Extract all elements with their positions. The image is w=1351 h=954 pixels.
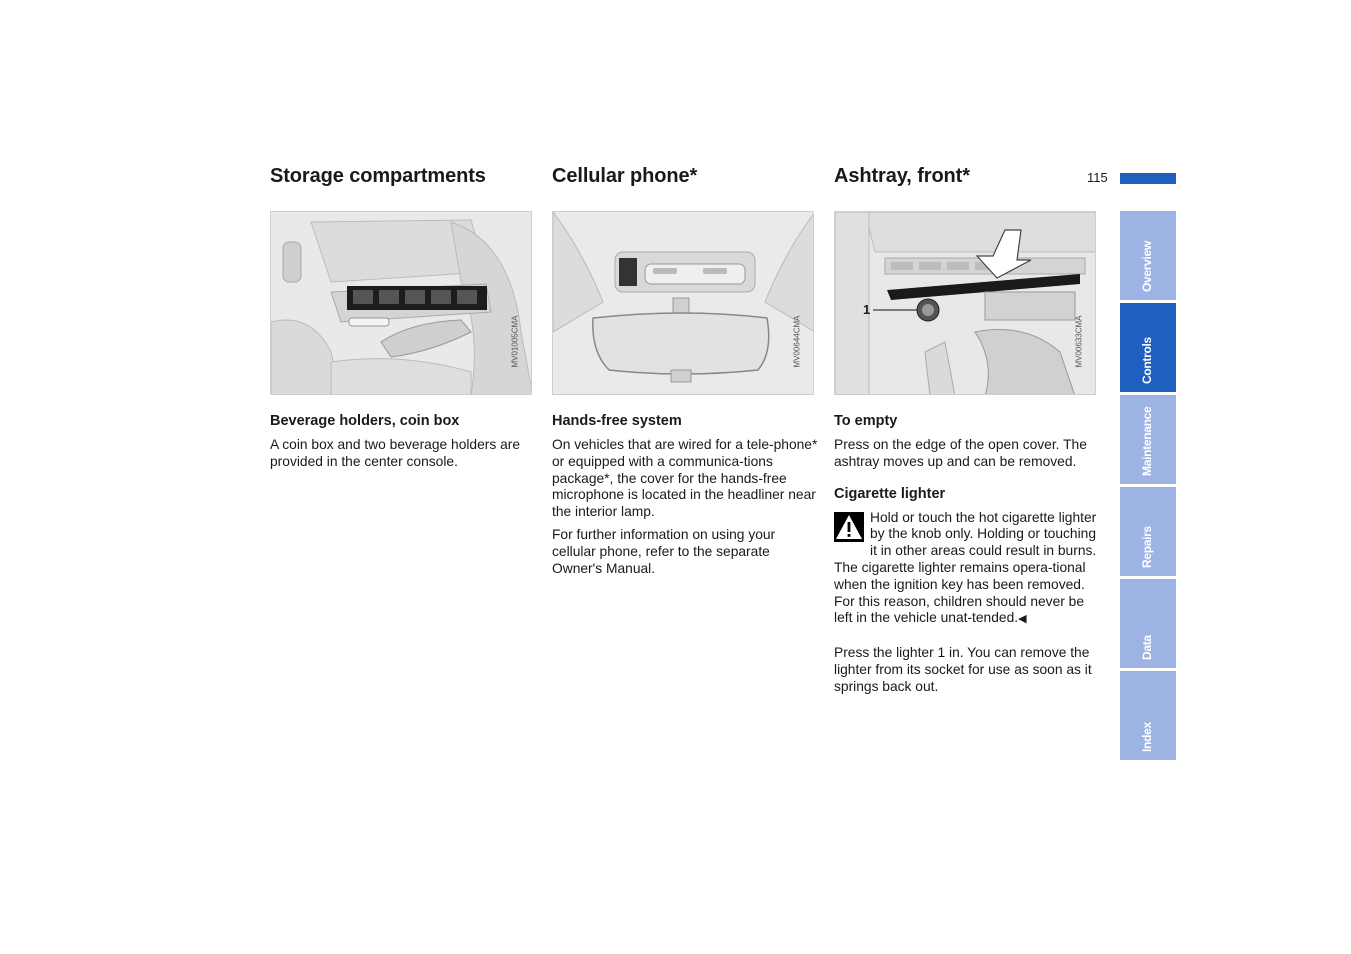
ashtray-figure bbox=[834, 211, 1096, 395]
to-empty-text: Press on the edge of the open cover. The ashtray moves up and can be removed. bbox=[834, 437, 1087, 469]
warning-text-2: The cigarette lighter remains opera-tional when the ignition key has been removed. For this reason, children should never be left in the vehicle unat-tended.◀ bbox=[834, 559, 1086, 626]
phone-section bbox=[552, 160, 818, 576]
storage-title: Storage compartments bbox=[270, 165, 486, 187]
to-empty-subheading: To empty bbox=[834, 413, 898, 429]
ashtray-illustration bbox=[835, 212, 1096, 395]
ashtray-title: Ashtray, front* bbox=[834, 165, 970, 187]
figure-code: MV00644CMA bbox=[792, 315, 802, 368]
ashtray-section bbox=[834, 160, 1097, 694]
callout-label-1: 1 bbox=[863, 302, 871, 317]
page-number: 115 bbox=[1087, 170, 1108, 185]
handsfree-text: On vehicles that are wired for a tele-phone* or equipped with a communica-tions package*, the cover for the hands-free microphone is located in the headliner near the interior lamp. bbox=[552, 437, 818, 520]
phone-title: Cellular phone* bbox=[552, 165, 698, 187]
phone-figure bbox=[552, 211, 814, 395]
tab-index[interactable]: Index bbox=[1120, 671, 1176, 760]
figure-code: MV01005CMA bbox=[510, 315, 520, 368]
lighter-warning bbox=[834, 510, 1102, 629]
tab-repairs[interactable]: Repairs bbox=[1120, 487, 1176, 576]
tab-overview[interactable]: Overview bbox=[1120, 211, 1176, 300]
figure-code: MV00633CMA bbox=[1074, 315, 1084, 368]
warning-text: Hold or touch the hot cigarette lighter by the knob only. Holding or touching it in other areas could result in burns. bbox=[870, 509, 1097, 559]
beverage-subheading: Beverage holders, coin box bbox=[270, 413, 460, 429]
lighter-text: Press the lighter 1 in. You can remove the lighter from its socket for use as soon as it springs back out. bbox=[834, 645, 1092, 694]
beverage-text: A coin box and two beverage holders are provided in the center console. bbox=[270, 437, 521, 469]
tab-maintenance[interactable]: Maintenance bbox=[1120, 395, 1176, 484]
owners-manual-text: For further information on using your cellular phone, refer to the separate Owner's Manual. bbox=[552, 526, 776, 576]
headliner-illustration bbox=[553, 212, 814, 395]
handsfree-subheading: Hands-free system bbox=[552, 413, 682, 429]
lighter-subheading: Cigarette lighter bbox=[834, 485, 946, 502]
tab-controls[interactable]: Controls bbox=[1120, 303, 1176, 392]
page-marker-bar bbox=[1120, 173, 1176, 184]
storage-figure bbox=[270, 211, 532, 395]
tab-data[interactable]: Data bbox=[1120, 579, 1176, 668]
end-mark: ◀ bbox=[1018, 613, 1027, 626]
warning-icon bbox=[834, 512, 864, 542]
console-illustration bbox=[271, 212, 532, 395]
storage-section bbox=[270, 160, 532, 469]
chapter-tabs bbox=[1120, 211, 1176, 763]
